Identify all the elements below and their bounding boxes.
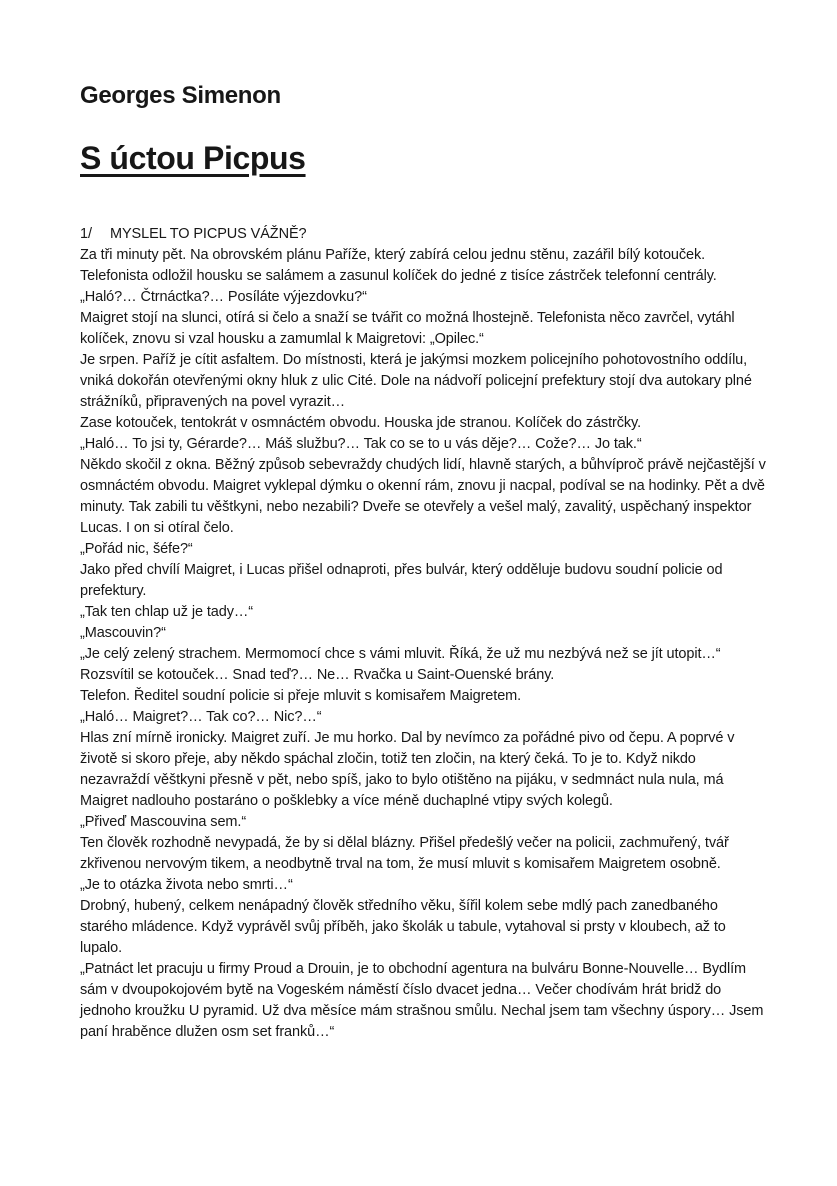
paragraph: Jako před chvílí Maigret, i Lucas přišel odnaproti, přes bulvár, který odděluje budovu soudní policie od prefektury. [80,562,723,599]
paragraph: Za tři minuty pět. Na obrovském plánu Paříže, který zabírá celou jednu stěnu, zazářil bílý kotouček. Telefonista odložil housku se salámem a zasunul kolíček do jedné z tisíce zástrček telefonní centrály. [80,247,717,284]
paragraph: „Tak ten chlap už je tady…“ [80,604,253,620]
paragraph: Maigret stojí na slunci, otírá si čelo a snaží se tvářit co možná lhostejně. Telefonista něco zavrčel, vytáhl kolíček, znovu si vzal housku a zamumlal k Maigretovi: „Opilec.“ [80,310,735,347]
author-name: Georges Simenon [80,82,281,109]
chapter-number: 1/ [80,226,92,242]
paragraph: Hlas zní mírně ironicky. Maigret zuří. Je mu horko. Dal by nevímco za pořádné pivo od čepu. A poprvé v životě si skoro přeje, aby někdo spáchal zločin, totiž ten zločin, na který čeká. To je to. Když nikdo nezavraždí věštkyni přesně v pět, nebo spíš, jako to bylo otištěno na pijáku, v sedmnáct nula nula, má Maigret nadlouho postaráno o pošklebky a více méně duchaplné vtipy svých kolegů. [80,730,735,809]
paragraph: Drobný, hubený, celkem nenápadný člověk středního věku, šířil kolem sebe mdlý pach zanedbaného starého mládence. Když vyprávěl svůj příběh, jako školák u tabule, vytahoval si prsty v kloubech, až to lupalo. [80,898,726,956]
paragraph: „Haló… Maigret?… Tak co?… Nic?…“ [80,709,322,725]
paragraph: Rozsvítil se kotouček… Snad teď?… Ne… Rvačka u Saint-Ouenské brány. [80,667,555,683]
book-title: S úctou Picpus [80,140,306,176]
paragraph: „Haló?… Čtrnáctka?… Posíláte výjezdovku?“ [80,289,367,305]
paragraph: „Mascouvin?“ [80,625,166,641]
paragraph: Je srpen. Paříž je cítit asfaltem. Do místnosti, která je jakýmsi mozkem policejního pohotovostního oddílu, vniká dokořán otevřenými okny hluk z ulic Cité. Dole na nádvoří policejní prefektury stojí dva autokary plné strážníků, připravených na povel vyrazit… [80,352,752,410]
paragraph: Telefon. Ředitel soudní policie si přeje mluvit s komisařem Maigretem. [80,688,522,704]
paragraph: „Přiveď Mascouvina sem.“ [80,814,247,830]
paragraph: „Patnáct let pracuju u firmy Proud a Drouin, je to obchodní agentura na bulváru Bonne-Nouvelle… Bydlím sám v dvoupokojovém bytě na Vogeském náměstí číslo dvacet jedna… Večer chodívám hrát bridž do jednoho kroužku U pyramid. Už dva měsíce mám strašnou smůlu. Nechal jsem tam všechny úspory… Jsem paní hraběnce dlužen osm set franků…“ [80,961,764,1040]
body-text [80,224,768,1043]
paragraph: Někdo skočil z okna. Běžný způsob sebevraždy chudých lidí, hlavně starých, a bůhvíproč právě nejčastější v osmnáctém obvodu. Maigret vyklepal dýmku o okenní rám, znovu ji nacpal, podíval se na hodinky. Pět a dvě minuty. Tak zabili tu věštkyni, nebo nezabili? Dveře se otevřely a vešel malý, zavalitý, uspěchaný inspektor Lucas. I on si otíral čelo. [80,457,766,536]
chapter-title: MYSLEL TO PICPUS VÁŽNĚ? [110,226,307,242]
paragraph: „Je celý zelený strachem. Mermomocí chce s vámi mluvit. Říká, že už mu nezbývá než se jít utopit…“ [80,646,721,662]
paragraph: „Pořád nic, šéfe?“ [80,541,193,557]
paragraph: „Je to otázka života nebo smrti…“ [80,877,293,893]
paragraph: „Haló… To jsi ty, Gérarde?… Máš službu?… Tak co se to u vás děje?… Cože?… Jo tak.“ [80,436,642,452]
chapter-heading [80,224,768,245]
paragraph: Zase kotouček, tentokrát v osmnáctém obvodu. Houska jde stranou. Kolíček do zástrčky. [80,415,642,431]
paragraph: Ten člověk rozhodně nevypadá, že by si dělal blázny. Přišel předešlý večer na policii, zachmuřený, tvář zkřivenou nervovým tikem, a neodbytně trval na tom, že musí mluvit s komisařem Maigretem osobně. [80,835,729,872]
